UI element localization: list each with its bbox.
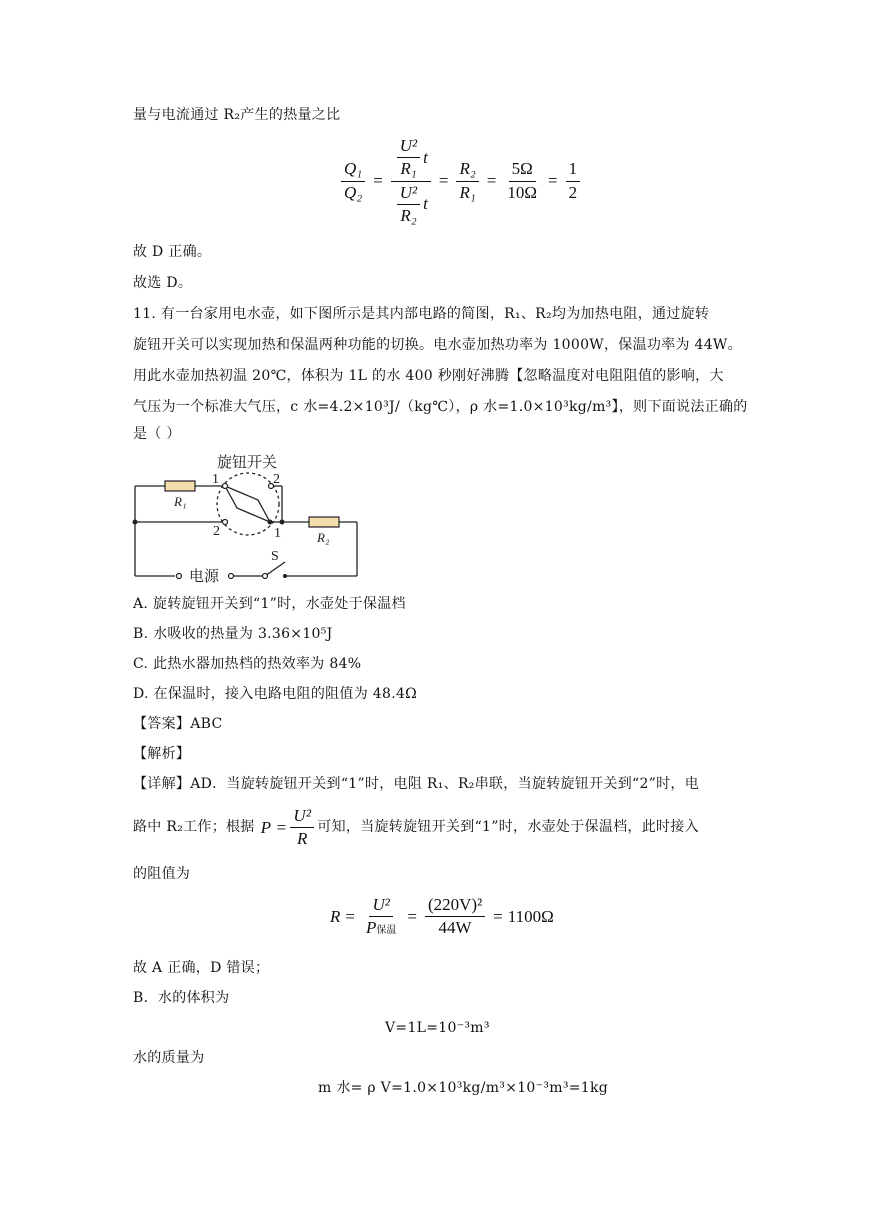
u2-symbol: U²: [369, 895, 392, 917]
choose-d-line: 故选 D。: [133, 275, 193, 291]
d-correct-line: 故 D 正确。: [133, 244, 212, 260]
switch-label: 旋钮开关: [217, 455, 278, 471]
compound-numerator: [391, 136, 431, 182]
mass-formula: m 水= ρ V=1.0×10³kg/m³×10⁻³m³=1kg: [318, 1080, 609, 1096]
analysis-heading: 【解析】: [133, 746, 191, 762]
equals-sign: =: [493, 906, 503, 926]
p-symbol: P: [365, 918, 377, 938]
intro-line: 量与电流通过 R₂产生的热量之比: [133, 107, 341, 123]
detail-line-1: 【详解】AD．当旋转旋钮开关到“1”时，电阻 R₁、R₂串联，当旋转旋钮开关到“2”时，电: [133, 776, 700, 792]
q1-symbol: Q₁: [341, 159, 365, 181]
option-d: D. 在保温时，接入电路电阻的阻值为 48.4Ω: [133, 686, 418, 702]
heat-ratio-formula: [338, 136, 583, 227]
question-line-3: 用此水壶加热初温 20℃，体积为 1L 的水 400 秒刚好沸腾【忽略温度对电阻阻值的影响，大: [133, 368, 724, 384]
q2-symbol: Q₂: [344, 182, 363, 202]
power-value: 44W: [438, 918, 472, 938]
r2-symbol: R₂: [456, 159, 478, 181]
equals-sign: =: [373, 171, 383, 191]
r-symbol: R: [296, 829, 308, 849]
power-fraction: [290, 806, 314, 850]
option-c: C. 此热水器加热档的热效率为 84%: [133, 656, 362, 672]
voltage-over-power-fraction: [425, 895, 485, 939]
compound-fraction: [391, 136, 431, 227]
question-line-5: 是（ ）: [133, 426, 181, 442]
equals-sign: =: [345, 906, 355, 926]
resistance-formula: [330, 895, 554, 939]
mass-heading: 水的质量为: [133, 1050, 205, 1066]
p-equals: P =: [260, 817, 288, 837]
detail-line-3: 的阻值为: [133, 866, 191, 882]
r-ratio-fraction: [456, 159, 478, 203]
two: 2: [568, 182, 578, 202]
option-a: A. 旋转旋钮开关到“1”时，水壶处于保温档: [133, 596, 406, 612]
r1-symbol: R₁: [400, 159, 417, 179]
t-symbol: t: [423, 194, 428, 214]
r2-label: R₂: [317, 530, 330, 545]
option-b: B. 水吸收的热量为 3.36×10⁵J: [133, 626, 333, 642]
q-ratio-fraction: [341, 159, 365, 203]
r2-resistor: [309, 517, 339, 527]
pos1-top-label: 1: [212, 472, 219, 487]
r2-symbol: R₂: [400, 206, 417, 226]
pos1-bottom-label: 1: [274, 526, 281, 541]
u2-over-p-fraction: [363, 895, 399, 939]
ohm-ratio-fraction: [504, 159, 540, 203]
u2-over-r1: [397, 136, 420, 180]
equals-sign: =: [548, 171, 558, 191]
detail-line-2-post: 可知，当旋转旋钮开关到“1”时，水壶处于保温档，此时接入: [317, 819, 699, 836]
volume-formula: V=1L=10⁻³m³: [385, 1020, 490, 1036]
voltage-value: (220V)²: [425, 895, 485, 917]
one: 1: [566, 159, 581, 181]
u2-symbol: U²: [397, 136, 420, 158]
equals-sign: =: [407, 906, 417, 926]
r1-symbol: R₁: [459, 182, 476, 202]
five-ohm: 5Ω: [509, 159, 536, 181]
pos2-top-label: 2: [273, 472, 280, 487]
u2-symbol: U²: [397, 183, 420, 205]
half-fraction: [566, 159, 581, 203]
u2-over-r2: [397, 183, 420, 227]
compound-denominator: [391, 182, 431, 227]
detail-line-2: [133, 806, 699, 850]
r1-resistor: [165, 481, 195, 491]
r-symbol: R: [330, 906, 341, 926]
answer-line: 【答案】ABC: [133, 716, 223, 732]
b-heading: B．水的体积为: [133, 990, 230, 1006]
equals-sign: =: [438, 171, 449, 191]
a-correct-line: 故 A 正确，D 错误；: [133, 960, 270, 976]
u2-symbol: U²: [290, 806, 314, 828]
pos2-bottom-label: 2: [213, 524, 220, 539]
question-line-1: 11. 有一台家用电水壶，如下图所示是其内部电路的简图，R₁、R₂均为加热电阻，通过旋转: [133, 306, 710, 322]
question-line-4: 气压为一个标准大气压，c 水=4.2×10³J/（kg℃），ρ 水=1.0×10³kg/m³】，则下面说法正确的: [133, 399, 748, 415]
question-line-2: 旋钮开关可以实现加热和保温两种功能的切换。电水壶加热功率为 1000W，保温功率为 44W。: [133, 337, 742, 353]
s-label: S: [271, 549, 279, 564]
circuit-diagram: [125, 450, 370, 585]
t-symbol: t: [423, 147, 428, 167]
equals-sign: =: [486, 171, 497, 191]
ten-ohm: 10Ω: [507, 182, 538, 202]
r1-label: R₁: [174, 494, 187, 509]
resistance-result: 1100Ω: [507, 906, 554, 926]
p-subscript: 保温: [376, 925, 397, 937]
detail-line-2-pre: 路中 R₂工作；根据: [133, 819, 255, 836]
power-label: 电源: [189, 569, 220, 585]
